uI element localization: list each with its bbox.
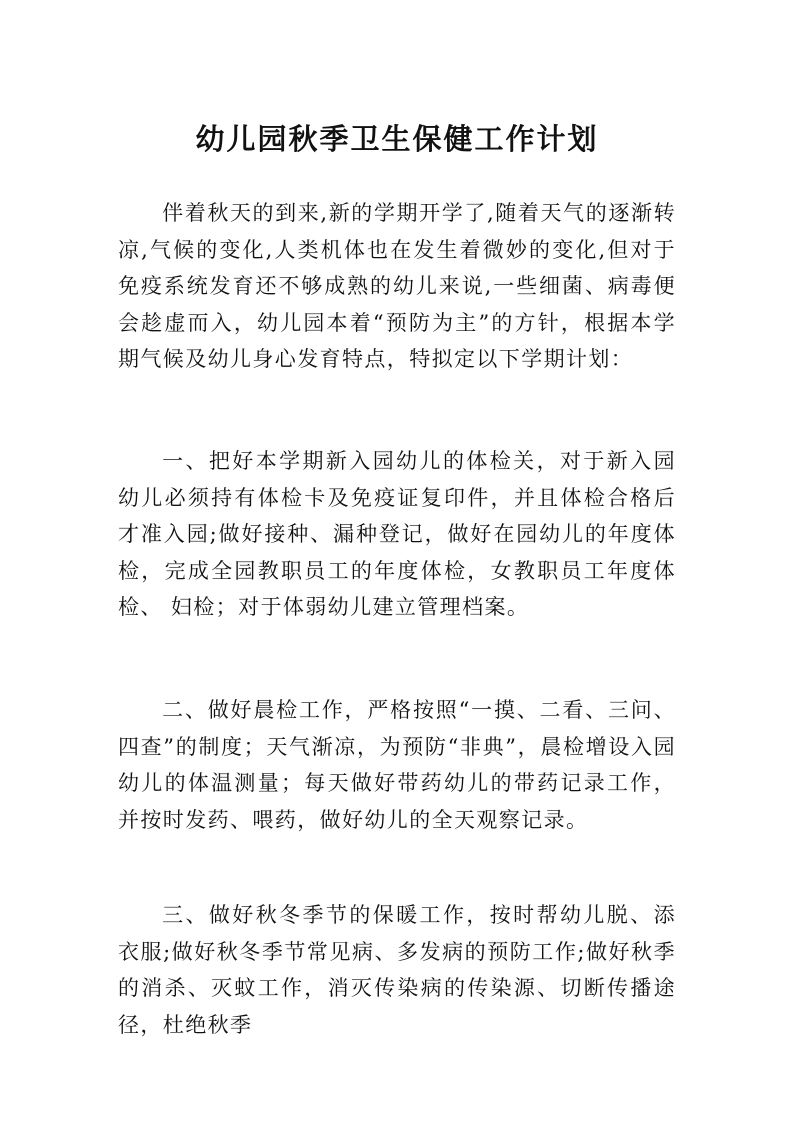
intro-paragraph: 伴着秋天的到来,新的学期开学了,随着天气的逐渐转凉,气候的变化,人类机体也在发生着微妙的变化,但对于免疫系统发育还不够成熟的幼儿来说,一些细菌、病毒便会趁虚而入，幼儿园本着“预防为主”的方针，根据本学期气候及幼儿身心发育特点，特拟定以下学期计划： (118, 201, 676, 371)
section-three-paragraph: 三、做好秋冬季节的保暖工作，按时帮幼儿脱、添衣服;做好秋冬季节常见病、多发病的预防工作;做好秋季的消杀、灭蚊工作，消灭传染病的传染源、切断传播途径，杜绝秋季 (118, 903, 676, 1037)
section-two-paragraph: 二、做好晨检工作，严格按照“一摸、二看、三问、四查”的制度；天气渐凉，为预防“非典”，晨检增设入园幼儿的体温测量；每天做好带药幼儿的带药记录工作，并按时发药、喂药，做好幼儿的全天观察记录。 (118, 698, 676, 832)
document-title: 幼儿园秋季卫生保健工作计划 (195, 122, 599, 157)
section-one-paragraph: 一、把好本学期新入园幼儿的体检关，对于新入园幼儿必须持有体检卡及免疫证复印件，并且体检合格后才准入园;做好接种、漏种登记，做好在园幼儿的年度体检，完成全园教职员工的年度体检，女教职员工年度体检、 妇检；对于体弱幼儿建立管理档案。 (118, 449, 676, 619)
